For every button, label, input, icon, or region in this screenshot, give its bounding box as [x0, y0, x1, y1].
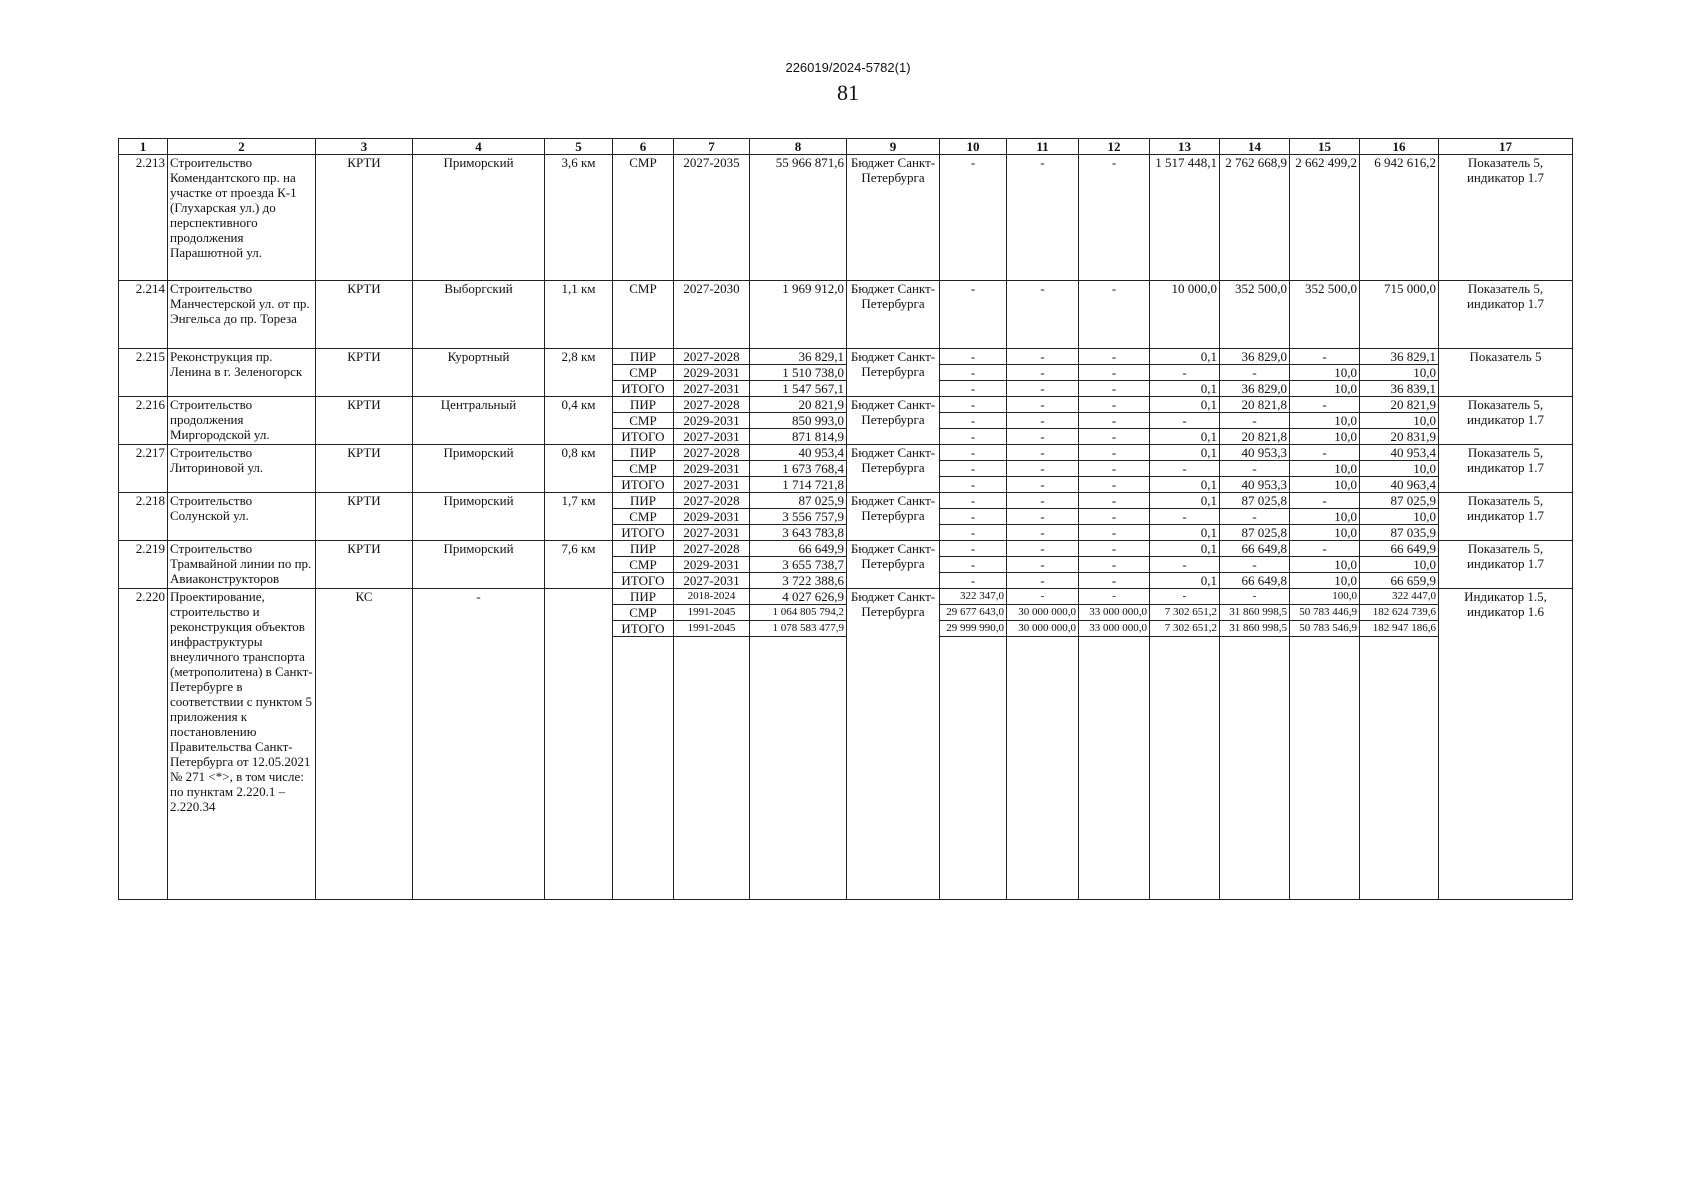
district: - [413, 589, 545, 900]
year-value: 0,1 [1150, 477, 1220, 493]
period: 2027-2030 [674, 281, 750, 349]
total-cost: 1 510 738,0 [750, 365, 847, 381]
empty-cell [674, 637, 750, 900]
year-value: 0,1 [1150, 429, 1220, 445]
object-name: Строительство Комендантского пр. на участке от проезда К-1 (Глухарская ул.) до перспективного продолжения Парашютной ул. [168, 155, 316, 281]
year-value: - [1079, 281, 1150, 349]
year-value: 100,0 [1290, 589, 1360, 605]
period: 2027-2028 [674, 541, 750, 557]
funding-source: Бюджет Санкт-Петербурга [847, 281, 940, 349]
length [545, 589, 613, 900]
year-value: - [1290, 445, 1360, 461]
organization: КРТИ [316, 541, 413, 589]
object-name: Строительство Манчестерской ул. от пр. Энгельса до пр. Тореза [168, 281, 316, 349]
period: 2027-2031 [674, 429, 750, 445]
total-cost: 40 953,4 [750, 445, 847, 461]
length: 1,1 км [545, 281, 613, 349]
year-value: 7 302 651,2 [1150, 621, 1220, 637]
row-number: 2.216 [119, 397, 168, 445]
year-value: 182 624 739,6 [1360, 605, 1439, 621]
organization: КРТИ [316, 397, 413, 445]
year-value: - [940, 573, 1007, 589]
organization: КРТИ [316, 349, 413, 397]
table-row [119, 589, 1573, 605]
year-value: 352 500,0 [1290, 281, 1360, 349]
year-value: 322 447,0 [1360, 589, 1439, 605]
work-type: СМР [613, 605, 674, 621]
period: 1991-2045 [674, 605, 750, 621]
period: 2027-2035 [674, 155, 750, 281]
length: 3,6 км [545, 155, 613, 281]
year-value: - [1007, 509, 1079, 525]
year-value: 352 500,0 [1220, 281, 1290, 349]
year-value: 50 783 546,9 [1290, 621, 1360, 637]
total-cost: 1 714 721,8 [750, 477, 847, 493]
year-value: - [1007, 477, 1079, 493]
year-value: 87 035,9 [1360, 525, 1439, 541]
year-value: 10 000,0 [1150, 281, 1220, 349]
year-value: 40 953,4 [1360, 445, 1439, 461]
year-value: - [940, 397, 1007, 413]
year-value: - [940, 445, 1007, 461]
work-type: СМР [613, 365, 674, 381]
year-value: - [940, 413, 1007, 429]
year-value: 10,0 [1360, 365, 1439, 381]
period: 2029-2031 [674, 461, 750, 477]
row-number: 2.213 [119, 155, 168, 281]
funding-source: Бюджет Санкт-Петербурга [847, 589, 940, 900]
empty-cell [613, 637, 674, 900]
empty-cell [1079, 637, 1150, 900]
year-value: - [940, 349, 1007, 365]
row-number: 2.214 [119, 281, 168, 349]
year-value: 36 829,0 [1220, 381, 1290, 397]
year-value: 40 953,3 [1220, 477, 1290, 493]
total-cost: 20 821,9 [750, 397, 847, 413]
total-cost: 3 722 388,6 [750, 573, 847, 589]
year-value: - [1220, 589, 1290, 605]
column-header: 11 [1007, 139, 1079, 155]
indicator: Показатель 5, индикатор 1.7 [1439, 281, 1573, 349]
year-value: 10,0 [1360, 509, 1439, 525]
year-value: - [1220, 365, 1290, 381]
year-value: 0,1 [1150, 445, 1220, 461]
total-cost: 1 078 583 477,9 [750, 621, 847, 637]
year-value: 10,0 [1290, 429, 1360, 445]
district: Приморский [413, 493, 545, 541]
object-name: Строительство Солунской ул. [168, 493, 316, 541]
table-row [119, 445, 1573, 461]
row-number: 2.215 [119, 349, 168, 397]
year-value: 10,0 [1290, 365, 1360, 381]
year-value: - [1007, 461, 1079, 477]
year-value: - [1007, 493, 1079, 509]
year-value: - [1079, 429, 1150, 445]
year-value: - [1007, 445, 1079, 461]
year-value: - [1079, 381, 1150, 397]
period: 1991-2045 [674, 621, 750, 637]
year-value: 36 839,1 [1360, 381, 1439, 397]
year-value: 20 821,8 [1220, 397, 1290, 413]
row-number: 2.217 [119, 445, 168, 493]
total-cost: 850 993,0 [750, 413, 847, 429]
organization: КРТИ [316, 281, 413, 349]
empty-cell [940, 637, 1007, 900]
object-name: Реконструкция пр. Ленина в г. Зеленогорск [168, 349, 316, 397]
year-value: 10,0 [1360, 413, 1439, 429]
table-row [119, 281, 1573, 349]
year-value: - [1007, 365, 1079, 381]
work-type: СМР [613, 155, 674, 281]
year-value: - [1150, 589, 1220, 605]
total-cost: 55 966 871,6 [750, 155, 847, 281]
year-value: - [1079, 573, 1150, 589]
year-value: 40 953,3 [1220, 445, 1290, 461]
document-id: 226019/2024-5782(1) [785, 60, 911, 75]
year-value: - [1079, 493, 1150, 509]
column-header: 1 [119, 139, 168, 155]
period: 2027-2031 [674, 381, 750, 397]
length: 0,4 км [545, 397, 613, 445]
work-type: ИТОГО [613, 525, 674, 541]
funding-source: Бюджет Санкт-Петербурга [847, 493, 940, 541]
header-row [119, 139, 1573, 155]
object-name: Строительство продолжения Миргородской ул. [168, 397, 316, 445]
total-cost: 3 643 783,8 [750, 525, 847, 541]
year-value: - [940, 461, 1007, 477]
year-value: - [1079, 413, 1150, 429]
column-header: 17 [1439, 139, 1573, 155]
year-value: 40 963,4 [1360, 477, 1439, 493]
year-value: 10,0 [1290, 509, 1360, 525]
period: 2027-2031 [674, 525, 750, 541]
year-value: - [1007, 381, 1079, 397]
year-value: - [1220, 509, 1290, 525]
period: 2027-2028 [674, 493, 750, 509]
column-header: 4 [413, 139, 545, 155]
work-type: ПИР [613, 349, 674, 365]
length: 1,7 км [545, 493, 613, 541]
budget-table-container [118, 138, 1572, 900]
year-value: 36 829,0 [1220, 349, 1290, 365]
year-value: - [940, 381, 1007, 397]
year-value: - [1079, 349, 1150, 365]
year-value: 66 649,9 [1360, 541, 1439, 557]
year-value: 0,1 [1150, 493, 1220, 509]
empty-cell [1360, 637, 1439, 900]
year-value: - [1079, 461, 1150, 477]
year-value: 50 783 446,9 [1290, 605, 1360, 621]
column-header: 7 [674, 139, 750, 155]
year-value: 1 517 448,1 [1150, 155, 1220, 281]
year-value: 29 677 643,0 [940, 605, 1007, 621]
year-value: 2 762 668,9 [1220, 155, 1290, 281]
work-type: СМР [613, 281, 674, 349]
indicator: Показатель 5, индикатор 1.7 [1439, 155, 1573, 281]
year-value: 10,0 [1290, 477, 1360, 493]
work-type: ИТОГО [613, 621, 674, 637]
period: 2029-2031 [674, 365, 750, 381]
column-header: 5 [545, 139, 613, 155]
year-value: - [1079, 477, 1150, 493]
indicator: Показатель 5, индикатор 1.7 [1439, 445, 1573, 493]
total-cost: 66 649,9 [750, 541, 847, 557]
year-value: 10,0 [1290, 573, 1360, 589]
column-header: 12 [1079, 139, 1150, 155]
work-type: ПИР [613, 589, 674, 605]
funding-source: Бюджет Санкт-Петербурга [847, 445, 940, 493]
organization: КРТИ [316, 493, 413, 541]
year-value: 31 860 998,5 [1220, 605, 1290, 621]
year-value: 66 649,8 [1220, 541, 1290, 557]
column-header: 15 [1290, 139, 1360, 155]
table-row [119, 397, 1573, 413]
empty-cell [1220, 637, 1290, 900]
year-value: 31 860 998,5 [1220, 621, 1290, 637]
total-cost: 1 547 567,1 [750, 381, 847, 397]
year-value: 715 000,0 [1360, 281, 1439, 349]
period: 2029-2031 [674, 509, 750, 525]
year-value: - [1290, 493, 1360, 509]
year-value: - [1007, 281, 1079, 349]
year-value: 36 829,1 [1360, 349, 1439, 365]
indicator: Показатель 5 [1439, 349, 1573, 397]
year-value: - [1150, 413, 1220, 429]
year-value: 29 999 990,0 [940, 621, 1007, 637]
district: Центральный [413, 397, 545, 445]
work-type: ИТОГО [613, 381, 674, 397]
column-header: 2 [168, 139, 316, 155]
object-name: Строительство Литориновой ул. [168, 445, 316, 493]
year-value: 10,0 [1290, 413, 1360, 429]
year-value: - [940, 365, 1007, 381]
year-value: - [1007, 573, 1079, 589]
table-row [119, 493, 1573, 509]
district: Курортный [413, 349, 545, 397]
year-value: - [1007, 413, 1079, 429]
total-cost: 4 027 626,9 [750, 589, 847, 605]
budget-table [118, 138, 1573, 900]
column-header: 8 [750, 139, 847, 155]
year-value: 6 942 616,2 [1360, 155, 1439, 281]
length: 0,8 км [545, 445, 613, 493]
column-header: 6 [613, 139, 674, 155]
column-header: 10 [940, 139, 1007, 155]
row-number: 2.220 [119, 589, 168, 900]
year-value: - [1079, 541, 1150, 557]
object-name: Строительство Трамвайной линии по пр. Авиаконструкторов [168, 541, 316, 589]
year-value: - [1290, 541, 1360, 557]
empty-cell [1150, 637, 1220, 900]
period: 2027-2031 [674, 477, 750, 493]
total-cost: 1 673 768,4 [750, 461, 847, 477]
district: Приморский [413, 445, 545, 493]
indicator: Показатель 5, индикатор 1.7 [1439, 397, 1573, 445]
year-value: 87 025,9 [1360, 493, 1439, 509]
period: 2027-2028 [674, 397, 750, 413]
work-type: СМР [613, 557, 674, 573]
year-value: 182 947 186,6 [1360, 621, 1439, 637]
total-cost: 1 064 805 794,2 [750, 605, 847, 621]
year-value: - [940, 557, 1007, 573]
indicator: Показатель 5, индикатор 1.7 [1439, 541, 1573, 589]
year-value: - [1079, 509, 1150, 525]
column-header: 3 [316, 139, 413, 155]
total-cost: 871 814,9 [750, 429, 847, 445]
column-header: 16 [1360, 139, 1439, 155]
work-type: ПИР [613, 493, 674, 509]
year-value: - [1079, 397, 1150, 413]
year-value: - [1007, 349, 1079, 365]
column-header: 13 [1150, 139, 1220, 155]
page-number: 81 [837, 80, 859, 105]
funding-source: Бюджет Санкт-Петербурга [847, 541, 940, 589]
year-value: - [1150, 509, 1220, 525]
work-type: СМР [613, 509, 674, 525]
length: 7,6 км [545, 541, 613, 589]
organization: КРТИ [316, 155, 413, 281]
year-value: - [940, 525, 1007, 541]
year-value: 7 302 651,2 [1150, 605, 1220, 621]
empty-cell [750, 637, 847, 900]
total-cost: 87 025,9 [750, 493, 847, 509]
total-cost: 36 829,1 [750, 349, 847, 365]
year-value: 10,0 [1290, 525, 1360, 541]
year-value: - [1007, 429, 1079, 445]
work-type: ИТОГО [613, 429, 674, 445]
year-value: - [940, 509, 1007, 525]
work-type: СМР [613, 413, 674, 429]
period: 2029-2031 [674, 413, 750, 429]
year-value: - [1150, 461, 1220, 477]
year-value: 20 821,8 [1220, 429, 1290, 445]
district: Приморский [413, 155, 545, 281]
year-value: 87 025,8 [1220, 493, 1290, 509]
year-value: 0,1 [1150, 541, 1220, 557]
organization: КРТИ [316, 445, 413, 493]
empty-cell [1290, 637, 1360, 900]
year-value: - [940, 493, 1007, 509]
year-value: 20 821,9 [1360, 397, 1439, 413]
year-value: 10,0 [1290, 381, 1360, 397]
column-header: 14 [1220, 139, 1290, 155]
work-type: ПИР [613, 445, 674, 461]
indicator: Индикатор 1.5, индикатор 1.6 [1439, 589, 1573, 900]
work-type: ИТОГО [613, 477, 674, 493]
year-value: - [1290, 397, 1360, 413]
total-cost: 3 556 757,9 [750, 509, 847, 525]
year-value: - [940, 429, 1007, 445]
year-value: - [1007, 557, 1079, 573]
year-value: - [1079, 525, 1150, 541]
year-value: - [940, 477, 1007, 493]
year-value: - [1220, 557, 1290, 573]
work-type: ИТОГО [613, 573, 674, 589]
row-number: 2.218 [119, 493, 168, 541]
year-value: 10,0 [1360, 461, 1439, 477]
year-value: 30 000 000,0 [1007, 605, 1079, 621]
row-number: 2.219 [119, 541, 168, 589]
table-row [119, 541, 1573, 557]
work-type: ПИР [613, 541, 674, 557]
work-type: СМР [613, 461, 674, 477]
year-value: 2 662 499,2 [1290, 155, 1360, 281]
total-cost: 1 969 912,0 [750, 281, 847, 349]
year-value: - [940, 281, 1007, 349]
funding-source: Бюджет Санкт-Петербурга [847, 155, 940, 281]
year-value: 66 659,9 [1360, 573, 1439, 589]
year-value: - [1079, 365, 1150, 381]
empty-cell [1007, 637, 1079, 900]
period: 2029-2031 [674, 557, 750, 573]
year-value: 10,0 [1360, 557, 1439, 573]
year-value: - [1150, 557, 1220, 573]
work-type: ПИР [613, 397, 674, 413]
district: Приморский [413, 541, 545, 589]
year-value: 0,1 [1150, 525, 1220, 541]
year-value: - [1220, 461, 1290, 477]
year-value: 30 000 000,0 [1007, 621, 1079, 637]
year-value: - [1290, 349, 1360, 365]
period: 2018-2024 [674, 589, 750, 605]
period: 2027-2028 [674, 445, 750, 461]
year-value: - [1079, 155, 1150, 281]
table-row [119, 155, 1573, 281]
year-value: - [1007, 589, 1079, 605]
year-value: 33 000 000,0 [1079, 621, 1150, 637]
year-value: - [1150, 365, 1220, 381]
funding-source: Бюджет Санкт-Петербурга [847, 397, 940, 445]
year-value: - [1079, 589, 1150, 605]
year-value: 0,1 [1150, 397, 1220, 413]
year-value: 20 831,9 [1360, 429, 1439, 445]
year-value: 322 347,0 [940, 589, 1007, 605]
year-value: 0,1 [1150, 573, 1220, 589]
year-value: - [1007, 541, 1079, 557]
organization: КС [316, 589, 413, 900]
year-value: - [1007, 155, 1079, 281]
year-value: - [1007, 525, 1079, 541]
indicator: Показатель 5, индикатор 1.7 [1439, 493, 1573, 541]
total-cost: 3 655 738,7 [750, 557, 847, 573]
year-value: 33 000 000,0 [1079, 605, 1150, 621]
year-value: 0,1 [1150, 381, 1220, 397]
year-value: 0,1 [1150, 349, 1220, 365]
year-value: 10,0 [1290, 557, 1360, 573]
funding-source: Бюджет Санкт-Петербурга [847, 349, 940, 397]
year-value: - [1079, 445, 1150, 461]
district: Выборгский [413, 281, 545, 349]
column-header: 9 [847, 139, 940, 155]
period: 2027-2028 [674, 349, 750, 365]
year-value: - [1079, 557, 1150, 573]
year-value: - [940, 541, 1007, 557]
period: 2027-2031 [674, 573, 750, 589]
year-value: - [940, 155, 1007, 281]
year-value: - [1220, 413, 1290, 429]
year-value: 10,0 [1290, 461, 1360, 477]
year-value: - [1007, 397, 1079, 413]
year-value: 66 649,8 [1220, 573, 1290, 589]
table-row [119, 349, 1573, 365]
year-value: 87 025,8 [1220, 525, 1290, 541]
length: 2,8 км [545, 349, 613, 397]
object-name: Проектирование, строительство и реконструкция объектов инфраструктуры внеуличного транспорта (метрополитена) в Санкт-Петербурге в соответствии с пунктом 5 приложения к постановлению Правительства Санкт-Петербурга от 12.05.2021 № 271 <*>, в том числе: по пунктам 2.220.1 – 2.220.34 [168, 589, 316, 900]
